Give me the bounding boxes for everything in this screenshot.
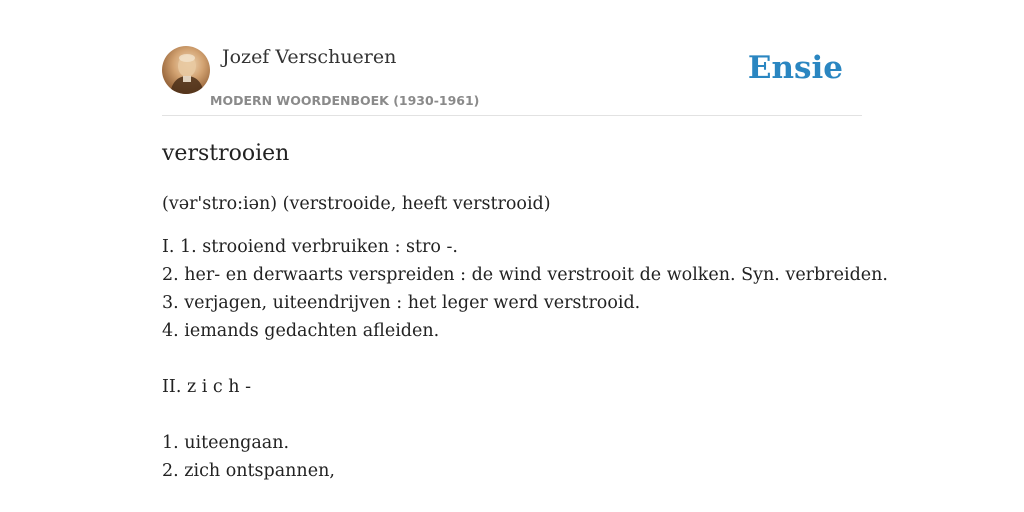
portrait-image xyxy=(162,46,210,94)
definition-line: 1. uiteengaan. xyxy=(162,433,290,453)
entry-header xyxy=(162,46,862,116)
definition-line: 2. her- en derwaarts verspreiden : de wind verstrooit de wolken. Syn. verbreiden. xyxy=(162,265,888,285)
author-avatar[interactable] xyxy=(162,46,210,94)
definition-line: 3. verjagen, uiteendrijven : het leger werd verstrooid. xyxy=(162,293,641,313)
section-heading-line: II. z i c h - xyxy=(162,377,252,397)
ensie-logo[interactable]: Ensie xyxy=(747,50,843,86)
definition-line: I. 1. strooiend verbruiken : stro -. xyxy=(162,237,458,257)
author-name[interactable]: Jozef Verschueren xyxy=(222,46,397,68)
entry-headword: verstrooien xyxy=(162,141,290,166)
definition-line: 4. iemands gedachten afleiden. xyxy=(162,321,440,341)
entry-definitions xyxy=(162,233,888,485)
definition-line: 2. zich ontspannen, xyxy=(162,461,335,481)
source-dictionary-label[interactable]: MODERN WOORDENBOEK (1930-1961) xyxy=(210,93,480,108)
blank-line xyxy=(162,401,882,429)
dictionary-entry xyxy=(162,138,888,485)
blank-line xyxy=(162,345,882,373)
entry-pronunciation: (vər'stro:iən) (verstrooide, heeft verstrooid) xyxy=(162,194,551,214)
